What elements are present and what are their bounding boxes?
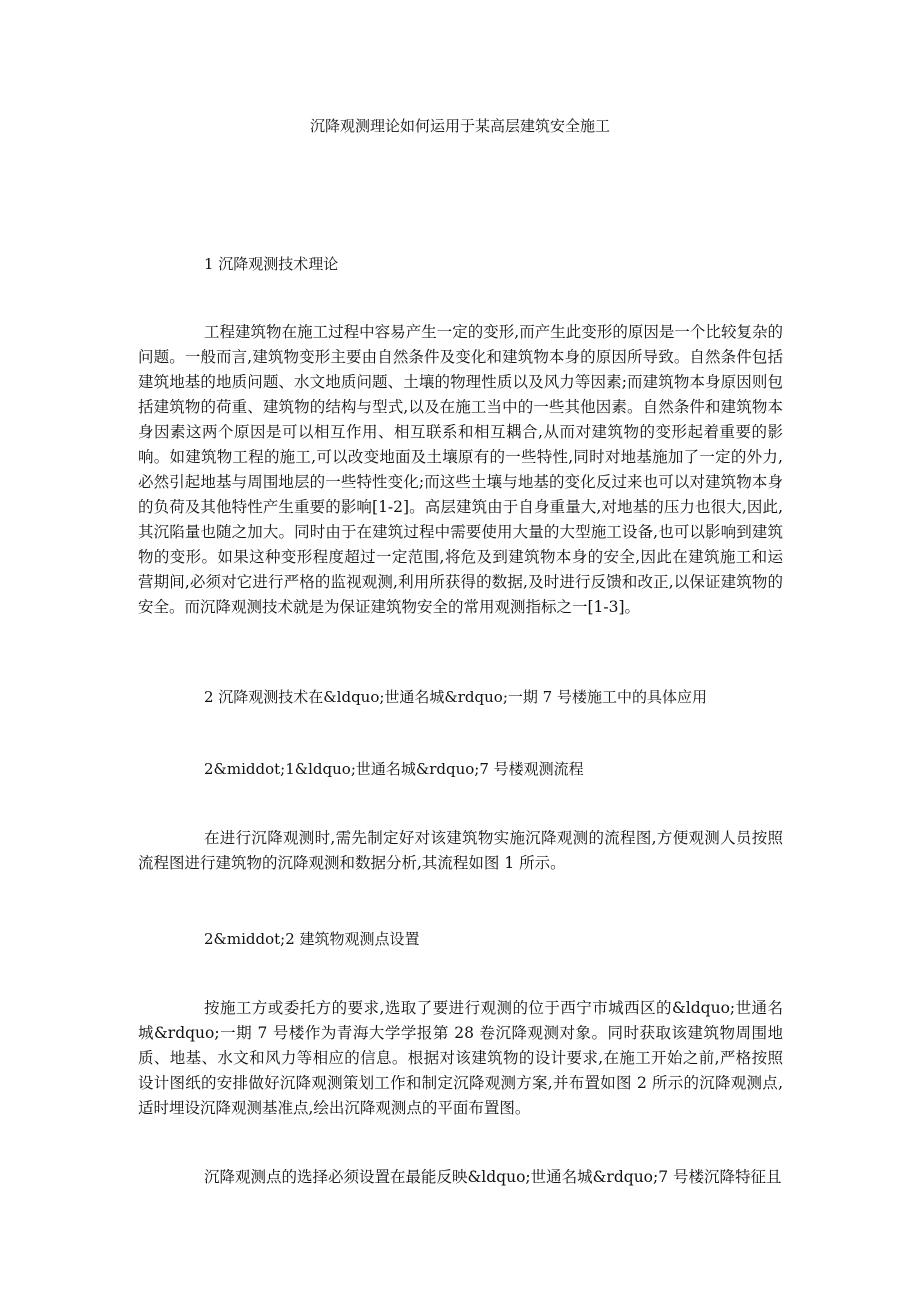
section-heading-2: 2 沉降观测技术在&ldquo;世通名城&rdquo;一期 7 号楼施工中的具体应用 xyxy=(204,688,707,706)
section-1-paragraph: 工程建筑物在施工过程中容易产生一定的变形,而产生此变形的原因是一个比较复杂的问题。一般而言,建筑物变形主要由自然条件及变化和建筑物本身的原因所导致。自然条件包括建筑地基的地质问题、水文地质问题、土壤的物理性质以及风力等因素;而建筑物本身原因则包括建筑物的荷重、建筑物的结构与型式,以及在施工当中的一些其他因素。自然条件和建筑物本身因素这两个原因是可以相互作用、相互联系和相互耦合,从而对建筑物的变形起着重要的影响。如建筑物工程的施工,可以改变地面及土壤原有的一些特性,同时对地基施加了一定的外力,必然引起地基与周围地层的一些特性变化;而这些土壤与地基的变化反过来也可以对建筑物本身的负荷及其他特性产生重要的影响[1-2]。高层建筑由于自身重量大,对地基的压力也很大,因此,其沉陷量也随之加大。同时由于在建筑过程中需要使用大量的大型施工设备,也可以影响到建筑物的变形。如果这种变形程度超过一定范围,将危及到建筑物本身的安全,因此在建筑施工和运营期间,必须对它进行严格的监视观测,利用所获得的数据,及时进行反馈和改正,以保证建筑物的安全。而沉降观测技术就是为保证建筑物安全的常用观测指标之一[1-3]。 xyxy=(138,323,783,616)
section-heading-2-2: 2&middot;2 建筑物观测点设置 xyxy=(204,930,420,948)
section-2-1-paragraph: 在进行沉降观测时,需先制定好对该建筑物实施沉降观测的流程图,方便观测人员按照流程图进行建筑物的沉降观测和数据分析,其流程如图 1 所示。 xyxy=(138,829,783,872)
section-2-2-paragraph-1: 按施工方或委托方的要求,选取了要进行观测的位于西宁市城西区的&ldquo;世通名城&rdquo;一期 7 号楼作为青海大学学报第 28 卷沉降观测对象。同时获取该建筑物周围地质、地基、水文和风力等相应的信息。根据对该建筑物的设计要求,在施工开始之前,严格按照设计图纸的安排做好沉降观测策划工作和制定沉降观测方案,并布置如图 2 所示的沉降观测点,适时埋设沉降观测基准点,绘出沉降观测点的平面布置图。 xyxy=(138,999,783,1117)
section-heading-1: 1 沉降观测技术理论 xyxy=(204,255,339,273)
document-title: 沉降观测理论如何运用于某高层建筑安全施工 xyxy=(309,117,610,135)
section-2-2-paragraph-2: 沉降观测点的选择必须设置在最能反映&ldquo;世通名城&rdquo;7 号楼沉降特征且 xyxy=(204,1168,782,1186)
section-heading-2-1: 2&middot;1&ldquo;世通名城&rdquo;7 号楼观测流程 xyxy=(204,760,584,778)
